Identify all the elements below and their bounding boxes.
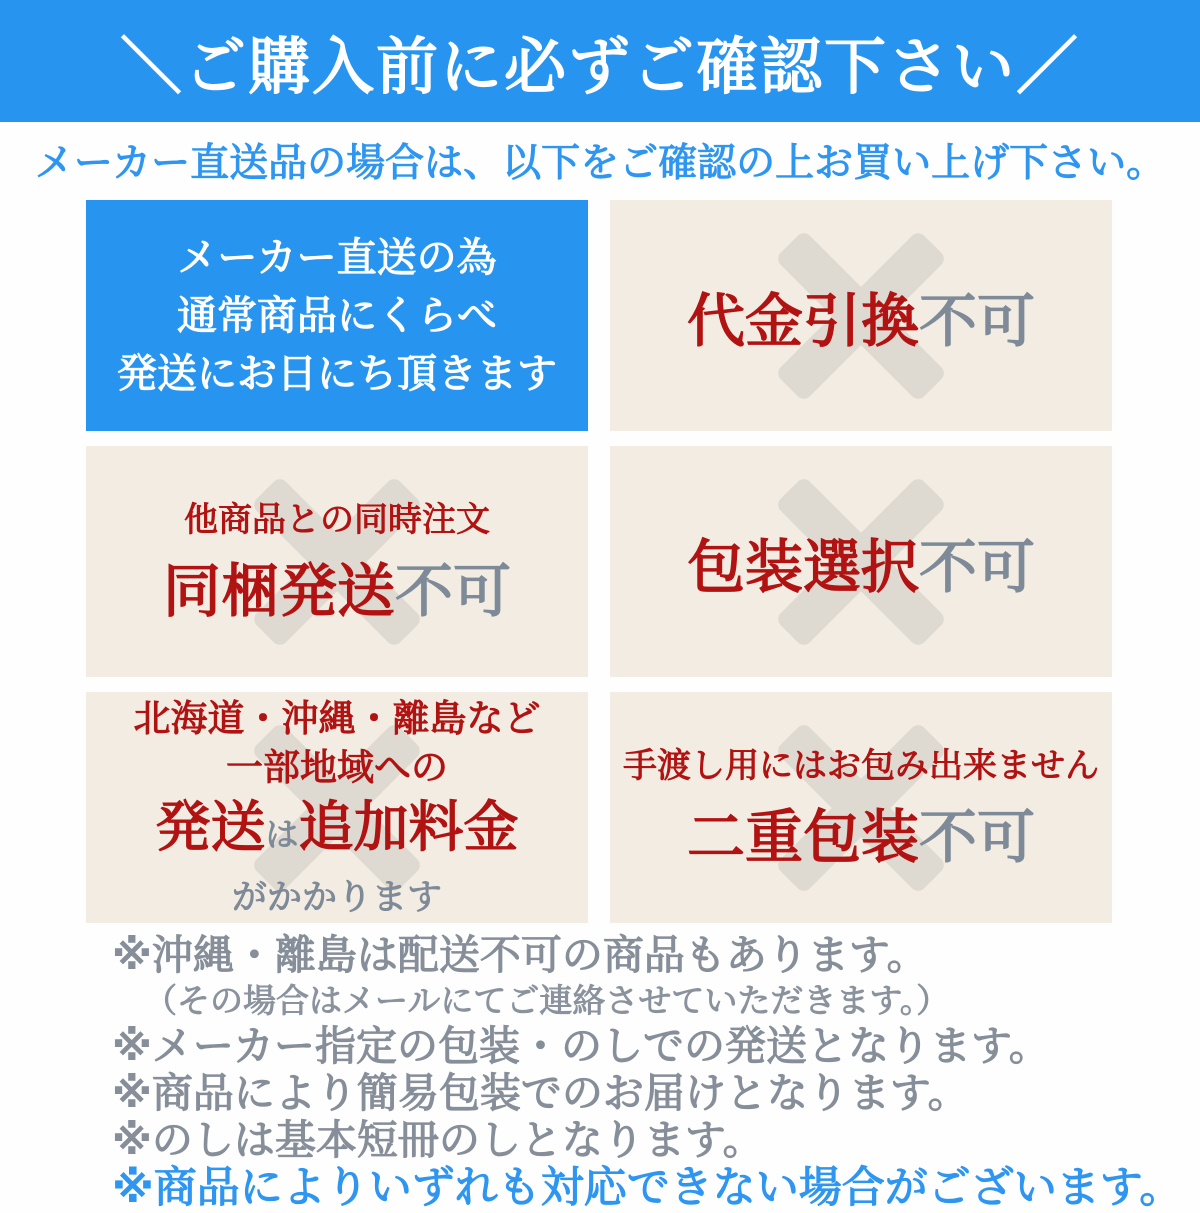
footnote-email-contact: （その場合はメールにてご連絡させていただきます。）	[144, 982, 950, 1019]
direct-line-1: メーカー直送の為	[177, 235, 497, 280]
page-title: ＼ご購入前に必ずご確認下さい／	[119, 32, 1080, 102]
box-direct-shipping	[86, 200, 588, 431]
bundle-label: 同梱発送	[162, 558, 395, 624]
double-wrap-text	[623, 742, 1099, 874]
region-shipping-label: 発送	[155, 796, 266, 858]
cod-label: 代金引換	[686, 288, 919, 354]
footnote-not-supported: ※商品によりいずれも対応できない場合がございます。	[112, 1164, 1183, 1212]
region-line-1: 北海道・沖縄・離島など	[133, 698, 541, 739]
cod-text	[687, 274, 1035, 358]
region-line-2: 一部地域への	[226, 747, 448, 788]
footnote-okinawa: ※沖縄・離島は配送不可の商品もあります。	[112, 932, 928, 978]
footnote-maker-wrap: ※メーカー指定の包装・のしでの発送となります。	[112, 1023, 1050, 1069]
wrap-selection-suffix: 不可	[919, 534, 1036, 600]
direct-shipping-text	[117, 229, 557, 403]
direct-line-2: 通常商品にくらべ	[177, 293, 497, 338]
bundle-main	[163, 544, 511, 628]
double-wrap-label: 二重包装	[686, 804, 919, 870]
box-double-wrap	[610, 692, 1112, 923]
footnote-noshi: ※のしは基本短冊のしとなります。	[112, 1117, 764, 1163]
footnotes	[112, 932, 1200, 1213]
bundle-text	[163, 496, 511, 628]
cod-suffix: 不可	[919, 288, 1036, 354]
double-wrap-suffix: 不可	[919, 804, 1036, 870]
region-main	[134, 796, 541, 875]
bundle-note: 他商品との同時注文	[184, 500, 490, 539]
box-cod-not-available	[610, 200, 1112, 431]
box-wrap-selection	[610, 446, 1112, 677]
double-wrap-note: 手渡し用にはお包み出来ません	[623, 746, 1099, 785]
direct-line-3: 発送にお日にち頂きます	[117, 351, 557, 396]
box-bundle-shipping	[86, 446, 588, 677]
wrap-selection-label: 包装選択	[686, 534, 919, 600]
bundle-suffix: 不可	[395, 558, 512, 624]
double-wrap-main	[623, 790, 1099, 874]
subtitle: メーカー直送品の場合は、以下をご確認の上お買い上げ下さい。	[34, 142, 1166, 185]
notice-grid	[86, 200, 1112, 923]
region-suffix: がかかります	[231, 878, 442, 917]
footnote-simple-wrap: ※商品により簡易包装でのお届けとなります。	[112, 1070, 969, 1116]
region-particle: は	[265, 816, 299, 853]
header-banner	[0, 0, 1200, 122]
region-fee-label: 追加料金	[298, 796, 519, 858]
box-region-surcharge	[86, 692, 588, 923]
region-text	[134, 694, 541, 921]
wrap-selection-text	[687, 520, 1035, 604]
